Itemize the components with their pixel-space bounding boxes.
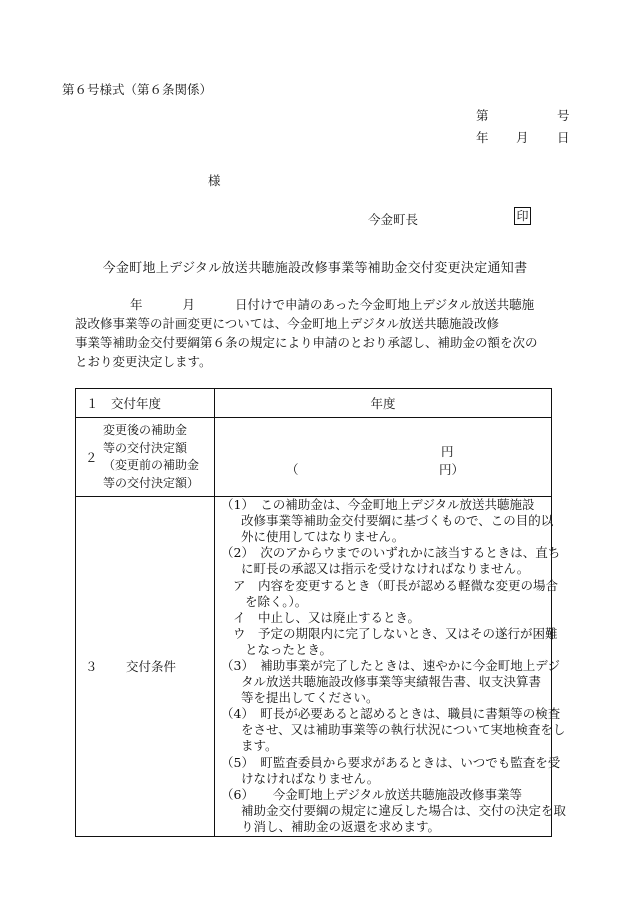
document-number-label: 第: [476, 108, 489, 123]
date-month-label: 月: [516, 130, 529, 145]
condition-line: ウ 予定の期限内に完了しないとき、又はその遂行が困難: [233, 626, 558, 641]
condition-line: り消し、補助金の返還を求めます。: [241, 819, 441, 834]
condition-line: （1） この補助金は、今金町地上デジタル放送共聴施設: [221, 497, 535, 512]
date-year-label: 年: [476, 130, 489, 145]
condition-line: （4） 町長が必要あると認めるときは、職員に書類等の検査: [221, 706, 561, 721]
condition-line: 改修事業等補助金交付要綱に基づくもので、この目的以: [241, 513, 554, 528]
body-month-label: 月: [182, 297, 196, 312]
seal-mark: 印: [514, 207, 531, 225]
condition-line: ます。: [241, 738, 278, 753]
body-line: とおり変更決定します。: [75, 354, 212, 369]
condition-line: をさせ、又は補助事業等の執行状況について実地検査をし: [241, 722, 566, 737]
condition-line: となったとき。: [245, 642, 333, 657]
body-line-text: 日付けで申請のあった今金町地上デジタル放送共聴施: [235, 297, 535, 312]
condition-line: けなければなりません。: [241, 771, 380, 786]
condition-line: ア 内容を変更するとき（町長が認める軽微な変更の場合: [233, 578, 559, 593]
table-row: [76, 418, 552, 497]
conditions-list: [215, 497, 567, 837]
body-line: 事業等補助金交付要綱第６条の規定により申請のとおり承認し、補助金の額を次の: [75, 335, 538, 350]
body-line: [75, 295, 573, 314]
form-number: 第６号様式（第６条関係）: [62, 82, 213, 97]
body-paragraph: [75, 295, 573, 371]
body-year-label: 年: [130, 297, 143, 312]
table-row: [76, 389, 552, 418]
fiscal-year-value: 年度: [215, 389, 552, 418]
table-row: [76, 497, 552, 837]
condition-line: 等を提出してください。: [241, 690, 379, 705]
header-line: （変更前の補助金: [103, 458, 200, 472]
header-line: 変更後の補助金: [103, 423, 188, 437]
condition-line: （5） 町監査委員から要求があるときは、いつでも監査を受: [221, 755, 561, 770]
row-number: ２: [85, 450, 98, 465]
conditions-header-text: 交付条件: [126, 659, 177, 674]
fiscal-year-header: １ 交付年度: [76, 389, 215, 418]
condition-line: イ 中止し、又は廃止するとき。: [233, 610, 421, 625]
yen-label: 円: [441, 444, 454, 459]
prev-amount-yen-label: 円）: [439, 462, 465, 477]
body-line: 設改修事業等の計画変更については、今金町地上デジタル放送共聴施設改修: [75, 316, 500, 331]
document-title: 今金町地上デジタル放送共聴施設改修事業等補助金交付変更決定通知書: [102, 261, 528, 276]
grant-details-table: [75, 388, 567, 837]
condition-line: 外に使用してはなりません。: [241, 529, 405, 544]
condition-line: （6） 今金町地上デジタル放送共聴施設改修事業等: [221, 787, 522, 802]
grant-amount-header-text: [103, 422, 199, 492]
prev-amount-open-paren: （: [286, 462, 299, 477]
grant-amount-value: [215, 418, 552, 497]
document-number-suffix: 号: [557, 108, 570, 123]
condition-line: を除く。）。: [245, 594, 308, 609]
condition-line: に町長の承認又は指示を受けなければなりません。: [241, 561, 530, 576]
condition-line: （2） 次のアからウまでのいずれかに該当するときは、直ち: [221, 545, 561, 560]
header-line: 等の交付決定額）: [103, 475, 200, 490]
addressee-honorific: 様: [208, 173, 221, 188]
grant-amount-header: [76, 418, 215, 497]
date-day-label: 日: [557, 130, 570, 145]
condition-line: （3） 補助事業が完了したときは、速やかに今金町地上デジ: [221, 658, 560, 673]
conditions-header: [76, 497, 215, 837]
sender-title: 今金町長: [368, 212, 419, 227]
row-number: ３: [85, 659, 98, 674]
header-line: 等の交付決定額: [103, 440, 188, 455]
condition-line: タル放送共聴施設改修事業等実績報告書、収支決算書: [241, 674, 542, 689]
condition-line: 補助金交付要綱の規定に違反した場合は、交付の決定を取: [241, 803, 567, 818]
